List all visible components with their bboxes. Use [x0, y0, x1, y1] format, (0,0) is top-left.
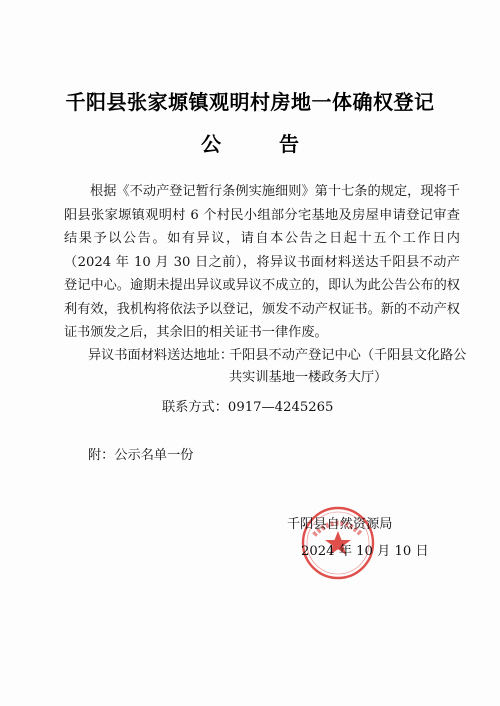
attachment-line: 附：公示名单一份 [88, 448, 194, 463]
issuer-name: 千阳县自然资源局 [287, 517, 393, 532]
address-label: 异议书面材料送达地址： [88, 348, 234, 363]
notice-subtitle: 公告 [201, 132, 357, 156]
notice-paragraph: 根据《不动产登记暂行条例实施细则》第十七条的规定，现将千阳县张家塬镇观明村 6 个村民小组部分宅基地及房屋申请登记审查结果予以公告。如有异议，请自本公告之日起十五个工作日内（2024 年 10 月 30 日之前），将异议书面材料送达千阳县不动产登记中心。逾期未提出异议或异议不成立的，即认为此公告公布的权利有效，我机构将依法予以登记，颁发不动产权证书。新的不动产权证书颁发之后，其余旧的相关证书一律作废。 [64, 184, 460, 340]
contact-line: 联系方式：0917—4245265 [162, 400, 334, 415]
issue-date: 2024 年 10 月 10 日 [301, 544, 429, 559]
address-value: 千阳县不动产登记中心（千阳县文化路公共实训基地一楼政务大厅） [229, 348, 467, 385]
notice-title: 千阳县张家塬镇观明村房地一体确权登记 [65, 90, 435, 114]
notice-body [64, 180, 460, 345]
